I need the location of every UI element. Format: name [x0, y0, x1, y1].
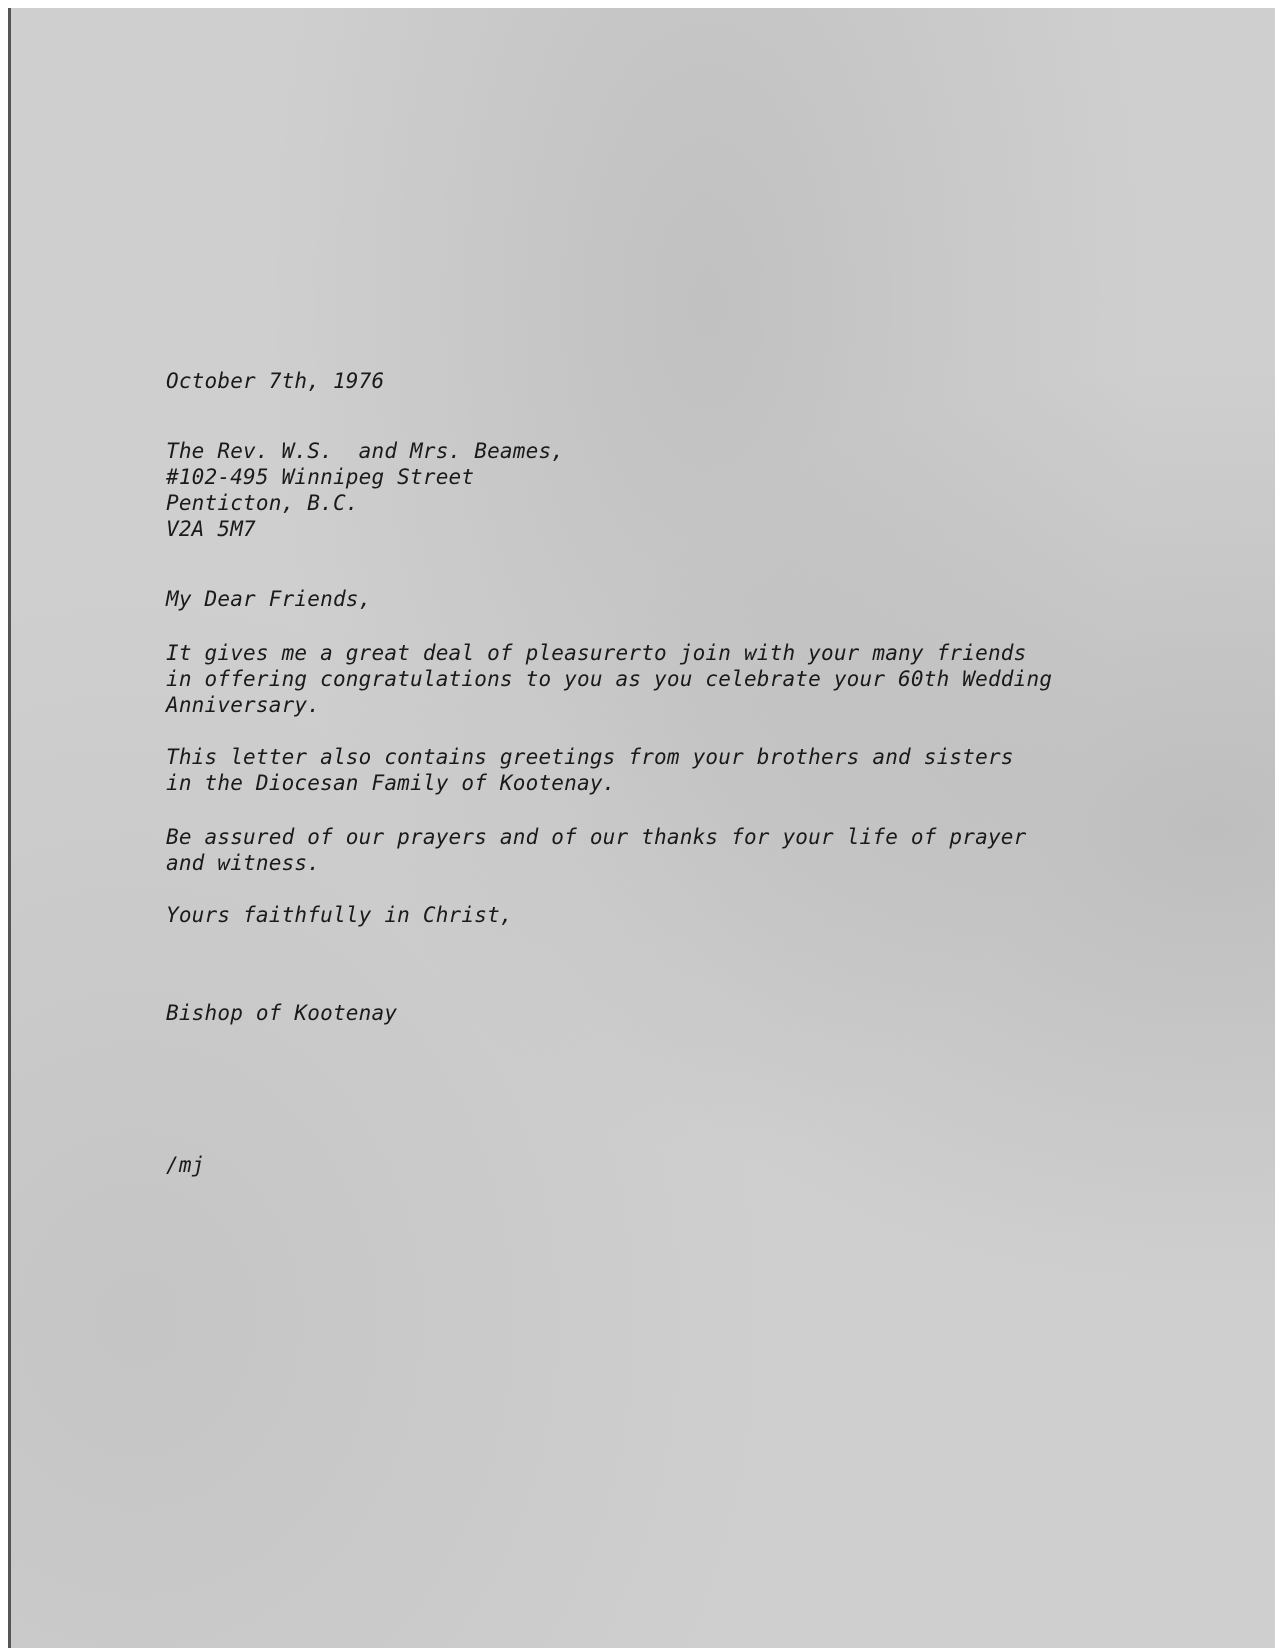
paragraph-3-line-2: and witness. — [166, 851, 321, 875]
letter-page — [8, 8, 1275, 1648]
closing: Yours faithfully in Christ, — [166, 903, 513, 927]
paragraph-2-line-2: in the Diocesan Family of Kootenay. — [166, 771, 616, 795]
paragraph-2-line-1: This letter also contains greetings from your brothers and sisters — [166, 745, 1014, 769]
salutation: My Dear Friends, — [166, 587, 372, 611]
recipient-postal: V2A 5M7 — [166, 517, 256, 541]
paragraph-3-line-1: Be assured of our prayers and of our thanks for your life of prayer — [166, 825, 1027, 849]
paragraph-1-line-2: in offering congratulations to you as you celebrate your 60th Wedding — [166, 667, 1053, 691]
paragraph-1-line-3: Anniversary. — [166, 693, 321, 717]
paragraph-1-line-1: It gives me a great deal of pleasurerto join with your many friends — [166, 641, 1027, 665]
recipient-name: The Rev. W.S. and Mrs. Beames, — [166, 439, 565, 463]
recipient-city: Penticton, B.C. — [166, 491, 359, 515]
recipient-street: #102-495 Winnipeg Street — [166, 465, 475, 489]
letter-date: October 7th, 1976 — [166, 369, 385, 393]
typist-initials: /mj — [166, 1153, 205, 1177]
signature-title: Bishop of Kootenay — [166, 1001, 398, 1025]
